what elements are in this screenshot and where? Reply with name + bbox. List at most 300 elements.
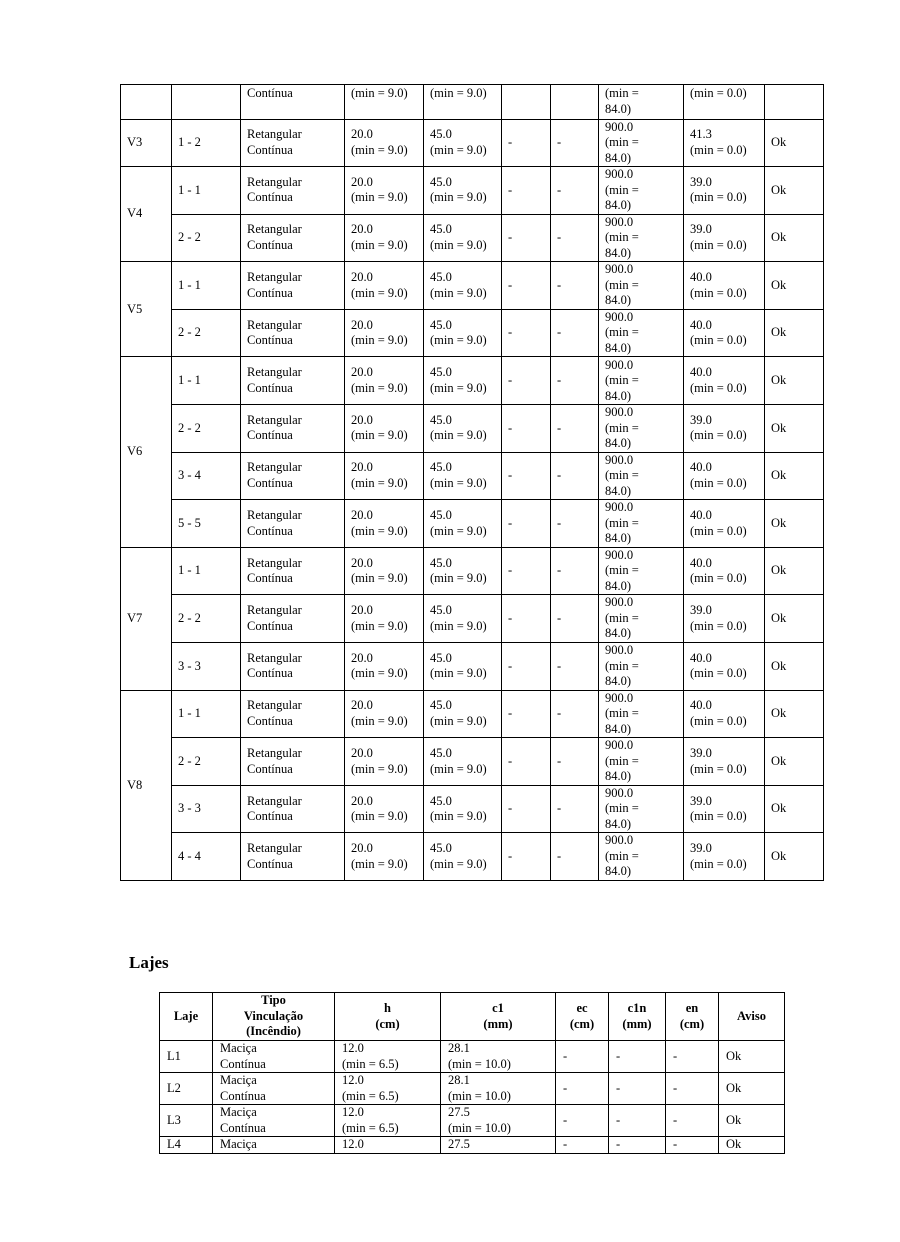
cover-cell [684,357,765,405]
cover-line: 40.0 [690,508,712,523]
cover-line: (min = 0.0) [690,761,747,776]
h-line: 45.0 [430,270,452,285]
slabs-header-cell [666,993,719,1041]
e1-cell: - [502,643,551,691]
h-cell [424,214,502,262]
table-row [121,547,824,595]
table-row-continued [121,85,824,120]
e2-cell: - [551,833,599,881]
h-line: 45.0 [430,174,452,189]
h-line: (min = 9.0) [430,333,487,348]
b-line: (min = 9.0) [351,380,408,395]
table-row [121,357,824,405]
c1-line: (min = 10.0) [448,1088,511,1103]
tipo-cell [241,119,345,167]
slabs-header-line: Aviso [737,1008,766,1023]
beam-name-cell: V8 [121,690,172,880]
laje-cell: L4 [160,1137,213,1154]
b-cell [345,167,424,215]
table-row [160,1137,785,1154]
slabs-fire-check-table [159,992,785,1154]
c1-line: (min = [605,563,639,578]
c1-cell [599,595,684,643]
h-cell [335,1041,441,1073]
slabs-header-line: h [384,1001,391,1015]
h-line: 45.0 [430,746,452,761]
h-line: 45.0 [430,841,452,856]
b-cell [345,405,424,453]
c1-cell [441,1137,556,1154]
e1-cell: - [502,595,551,643]
b-line: 20.0 [351,793,373,808]
tipo-cell [241,690,345,738]
c1-line: 900.0 [605,595,634,610]
c1-line: 84.0) [605,198,632,213]
c1-line: (min = [605,230,639,245]
h-line: 45.0 [430,222,452,237]
tipo-line: Retangular [247,698,302,713]
tipo-line: Maciça [220,1105,257,1119]
aviso-cell: Ok [765,595,824,643]
c1-line: (min = [605,753,639,768]
tipo-cell [213,1041,335,1073]
aviso-cell: Ok [765,785,824,833]
tipo-cell [241,595,345,643]
b-line: (min = 9.0) [351,761,408,776]
h-cell [424,833,502,881]
cover-line: 39.0 [690,841,712,856]
tipo-line: Retangular [247,317,302,332]
b-line: (min = 9.0) [351,285,408,300]
c1-cell [599,785,684,833]
e2-cell: - [551,167,599,215]
h-line: (min = 6.5) [342,1120,399,1135]
trecho-cell: 2 - 2 [172,405,241,453]
tipo-line: Contínua [247,475,293,490]
b-line: (min = 9.0) [351,475,408,490]
aviso-cell: Ok [765,643,824,691]
tipo-line: Maciça [220,1073,257,1087]
tipo-line: Retangular [247,174,302,189]
slabs-header-row [160,993,785,1041]
c1n-cell: - [609,1073,666,1105]
laje-cell: L1 [160,1041,213,1073]
c1-line: (min = [605,277,639,292]
table-row [121,785,824,833]
c1-line: 84.0) [605,293,632,308]
aviso-cell: Ok [719,1041,785,1073]
tipo-line: Retangular [247,603,302,618]
aviso-cell: Ok [765,357,824,405]
c1-cell [599,738,684,786]
tipo-cell [213,1137,335,1154]
b-cell [345,547,424,595]
h-line: (min = 9.0) [430,666,487,681]
cover-line: (min = 0.0) [690,142,747,157]
table-row [121,643,824,691]
c1-cell [599,262,684,310]
slabs-header-line: Laje [173,1008,199,1023]
h-cell [424,643,502,691]
cover-cell [684,85,765,120]
c1-cell [599,833,684,881]
h-line: (min = 9.0) [430,142,487,157]
c1-cell [441,1105,556,1137]
ec-cell: - [556,1073,609,1105]
h-cell [424,357,502,405]
tipo-line: Retangular [247,555,302,570]
tipo-line: Contínua [247,428,293,443]
cover-line: 41.3 [690,127,712,142]
c1-line: 900.0 [605,785,634,800]
h-line: 45.0 [430,793,452,808]
c1-line: 84.0) [605,816,632,831]
table-row [160,1073,785,1105]
c1-line: 27.5 [448,1137,470,1151]
e1-cell: - [502,833,551,881]
h-line: (min = 9.0) [430,380,487,395]
c1-line: 84.0) [605,578,632,593]
tipo-line: Contínua [247,666,293,681]
trecho-cell [172,85,241,120]
b-cell [345,85,424,120]
b-cell [345,119,424,167]
c1-line: 900.0 [605,214,634,229]
e2-cell: - [551,405,599,453]
aviso-cell: Ok [765,309,824,357]
c1-line: 900.0 [605,738,634,753]
c1-line: 84.0) [605,245,632,260]
h-cell [424,738,502,786]
laje-cell: L3 [160,1105,213,1137]
c1-line: 900.0 [605,690,634,705]
c1-line: 84.0) [605,864,632,879]
c1-line: 900.0 [605,357,634,372]
tipo-line: Retangular [247,508,302,523]
b-line: 20.0 [351,412,373,427]
h-line: 12.0 [342,1137,364,1151]
c1-line: 84.0) [605,721,632,736]
b-cell [345,500,424,548]
cover-line: (min = 0.0) [690,475,747,490]
h-cell [424,405,502,453]
c1-line: (min = [605,515,639,530]
b-line: (min = 9.0) [351,856,408,871]
cover-line: 39.0 [690,603,712,618]
b-line: 20.0 [351,603,373,618]
b-line: (min = 9.0) [351,713,408,728]
aviso-cell: Ok [765,214,824,262]
c1n-cell: - [609,1137,666,1154]
h-cell [335,1073,441,1105]
b-cell [345,262,424,310]
b-line: 20.0 [351,365,373,380]
h-cell [335,1137,441,1154]
h-line: (min = 9.0) [430,713,487,728]
c1-line: (min = [605,182,639,197]
c1-line: 84.0) [605,531,632,546]
table-row [121,690,824,738]
slabs-header-cell [213,993,335,1041]
table-row [121,452,824,500]
tipo-cell [241,452,345,500]
trecho-cell: 3 - 3 [172,643,241,691]
trecho-cell: 1 - 1 [172,547,241,595]
c1-line: 84.0) [605,674,632,689]
h-line: 45.0 [430,412,452,427]
e1-cell: - [502,785,551,833]
h-line: (min = 9.0) [430,618,487,633]
tipo-line: Retangular [247,793,302,808]
aviso-cell: Ok [765,167,824,215]
tipo-cell [241,500,345,548]
cover-cell [684,643,765,691]
tipo-line: Contínua [247,190,293,205]
e2-cell: - [551,357,599,405]
h-line: 45.0 [430,460,452,475]
trecho-cell: 5 - 5 [172,500,241,548]
h-cell [424,262,502,310]
tipo-line: Contínua [247,809,293,824]
c1-line: 84.0) [605,769,632,784]
c1-line: 84.0) [605,483,632,498]
c1-cell [599,357,684,405]
tipo-cell [241,643,345,691]
h-cell [424,452,502,500]
h-line: (min = 9.0) [430,809,487,824]
aviso-cell [765,85,824,120]
cover-line: 40.0 [690,365,712,380]
h-line: 45.0 [430,508,452,523]
trecho-cell: 3 - 4 [172,452,241,500]
tipo-line: Retangular [247,127,302,142]
e1-cell: - [502,690,551,738]
aviso-cell: Ok [765,452,824,500]
e2-cell: - [551,119,599,167]
cover-line: (min = 0.0) [690,428,747,443]
c1-cell [599,214,684,262]
table-row [121,309,824,357]
b-line: 20.0 [351,460,373,475]
trecho-cell: 2 - 2 [172,738,241,786]
e2-cell: - [551,785,599,833]
h-cell [335,1105,441,1137]
slabs-header-line: c1 [492,1001,504,1015]
c1-cell [599,405,684,453]
aviso-cell: Ok [719,1137,785,1154]
table-row [121,167,824,215]
beams-table-body [121,85,824,881]
slabs-table-body [160,1041,785,1154]
h-line: (min = 9.0) [430,237,487,252]
tipo-cell [241,833,345,881]
b-line: (min = 9.0) [351,428,408,443]
c1-cell [599,85,684,120]
b-line: (min = 9.0) [351,142,408,157]
table-row [121,262,824,310]
c1-cell [441,1041,556,1073]
c1-cell [599,547,684,595]
c1-line: 900.0 [605,119,634,134]
cover-min-text: (min = 0.0) [690,86,747,100]
b-line: 20.0 [351,841,373,856]
e1-cell: - [502,357,551,405]
b-cell [345,738,424,786]
beam-name-cell: V5 [121,262,172,357]
slabs-header-cell [719,993,785,1041]
e2-cell: - [551,643,599,691]
tipo-cell [241,85,345,120]
table-row [121,833,824,881]
c1-line: (min = [605,706,639,721]
slabs-header-cell [556,993,609,1041]
tipo-line: Maciça [220,1137,257,1151]
cover-cell [684,309,765,357]
h-line: (min = 9.0) [430,428,487,443]
c1-line: (min = 10.0) [448,1120,511,1135]
c1-line: (min = [605,801,639,816]
c1-line: (min = [605,135,639,150]
trecho-cell: 1 - 1 [172,262,241,310]
trecho-cell: 3 - 3 [172,785,241,833]
c1-min-label: (min = [605,86,639,100]
aviso-cell: Ok [765,119,824,167]
table-row [121,500,824,548]
c1-cell [599,500,684,548]
c1n-cell: - [609,1041,666,1073]
slabs-header-line: Vinculação [243,1008,304,1023]
trecho-cell: 2 - 2 [172,214,241,262]
cover-line: 39.0 [690,174,712,189]
e1-cell: - [502,405,551,453]
cover-cell [684,167,765,215]
cover-line: 40.0 [690,698,712,713]
cover-line: 39.0 [690,222,712,237]
c1-line: (min = [605,468,639,483]
h-line: 12.0 [342,1073,364,1087]
aviso-cell: Ok [765,738,824,786]
c1-cell [599,643,684,691]
cover-cell [684,452,765,500]
trecho-cell: 4 - 4 [172,833,241,881]
b-line: (min = 9.0) [351,333,408,348]
trecho-cell: 2 - 2 [172,595,241,643]
aviso-cell: Ok [765,405,824,453]
e2-cell: - [551,547,599,595]
c1-cell [599,690,684,738]
cover-cell [684,500,765,548]
slabs-header-line: Tipo [261,993,286,1008]
b-line: 20.0 [351,174,373,189]
cover-line: 40.0 [690,555,712,570]
c1-line: 84.0) [605,436,632,451]
b-line: 20.0 [351,270,373,285]
tipo-text: Contínua [247,86,293,100]
cover-cell [684,119,765,167]
h-line: 12.0 [342,1105,364,1119]
e2-cell: - [551,262,599,310]
h-line: (min = 9.0) [430,285,487,300]
c1-line: (min = [605,658,639,673]
tipo-line: Contínua [220,1056,266,1071]
c1-line: 28.1 [448,1073,470,1087]
slabs-header-line: c1n [627,1001,647,1015]
h-line: (min = 9.0) [430,571,487,586]
tipo-line: Retangular [247,460,302,475]
slabs-header-line: (cm) [679,1016,705,1031]
c1-line: 900.0 [605,643,634,658]
b-line: (min = 9.0) [351,523,408,538]
e2-cell: - [551,309,599,357]
cover-line: 39.0 [690,746,712,761]
e1-cell: - [502,500,551,548]
en-cell: - [666,1073,719,1105]
aviso-cell: Ok [765,833,824,881]
aviso-cell: Ok [765,262,824,310]
b-line: (min = 9.0) [351,666,408,681]
aviso-cell: Ok [765,690,824,738]
h-line: 12.0 [342,1041,364,1055]
tipo-line: Maciça [220,1041,257,1055]
e2-cell: - [551,500,599,548]
c1-line: (min = [605,373,639,388]
c1-cell [599,452,684,500]
b-line: (min = 9.0) [351,237,408,252]
e1-cell: - [502,547,551,595]
cover-line: (min = 0.0) [690,618,747,633]
tipo-cell [241,357,345,405]
tipo-line: Contínua [220,1088,266,1103]
c1-cell [599,119,684,167]
aviso-cell: Ok [765,547,824,595]
tipo-line: Retangular [247,650,302,665]
table-row [121,405,824,453]
slabs-header-line: (cm) [375,1016,400,1031]
h-cell [424,690,502,738]
h-min-text: (min = 9.0) [430,86,487,100]
e1-cell: - [502,738,551,786]
cover-line: (min = 0.0) [690,237,747,252]
b-line: 20.0 [351,317,373,332]
c1-line: (min = 10.0) [448,1056,511,1071]
slabs-header-cell [609,993,666,1041]
beam-name-cell: V4 [121,167,172,262]
cover-line: 40.0 [690,270,712,285]
c1-cell [599,167,684,215]
cover-line: (min = 0.0) [690,380,747,395]
h-line: (min = 9.0) [430,475,487,490]
cover-line: (min = 0.0) [690,571,747,586]
ec-cell: - [556,1137,609,1154]
c1n-cell: - [609,1105,666,1137]
e1-cell: - [502,309,551,357]
table-row [121,119,824,167]
tipo-line: Contínua [247,761,293,776]
cover-line: (min = 0.0) [690,523,747,538]
cover-line: (min = 0.0) [690,190,747,205]
b-cell [345,452,424,500]
trecho-cell: 1 - 1 [172,357,241,405]
tipo-line: Contínua [247,618,293,633]
cover-line: 39.0 [690,412,712,427]
c1-line: 900.0 [605,167,634,182]
h-line: 45.0 [430,603,452,618]
c1-line: 900.0 [605,833,634,848]
tipo-line: Contínua [247,142,293,157]
b-cell [345,785,424,833]
slabs-header-line: (Incêndio) [246,1024,301,1039]
tipo-cell [213,1073,335,1105]
